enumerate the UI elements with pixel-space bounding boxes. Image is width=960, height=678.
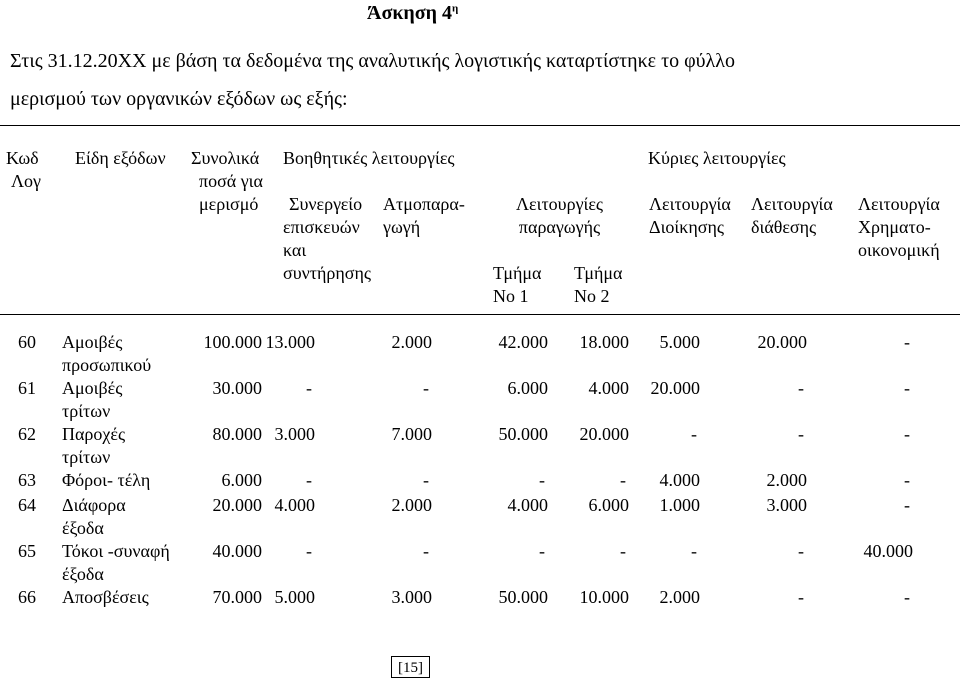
- header-distribution-line: Λειτουργία: [751, 194, 833, 214]
- amount-cell: 30.000: [212, 378, 262, 398]
- header-dept2-line: Τμήμα: [574, 263, 623, 283]
- expense-name: τρίτων: [62, 401, 111, 421]
- header-expense-types: Είδη εξόδων: [75, 148, 166, 168]
- amount-cell: -: [306, 541, 312, 561]
- expense-name: έξοδα: [62, 564, 104, 584]
- header-production-functions: [516, 193, 603, 239]
- amount-cell: -: [691, 424, 697, 444]
- header-financial: [858, 193, 940, 262]
- account-code: 60: [18, 332, 36, 352]
- header-financial-line: Χρηματο-: [858, 217, 931, 237]
- amount-cell: 4.000: [659, 470, 700, 490]
- amount-cell: -: [423, 378, 429, 398]
- header-total-line: Συνολικά: [191, 148, 260, 168]
- header-total-line: μερισμό: [199, 194, 259, 214]
- expense-name: τρίτων: [62, 447, 111, 467]
- header-total-line: ποσά για: [199, 171, 263, 191]
- amount-cell: 7.000: [391, 424, 432, 444]
- amount-cell: 20.000: [212, 495, 262, 515]
- account-code: 63: [18, 470, 36, 490]
- header-steam-line: Ατμοπαρα-: [383, 194, 465, 214]
- amount-cell: 20.000: [650, 378, 700, 398]
- account-code: 62: [18, 424, 36, 444]
- table-top-rule: [0, 125, 960, 126]
- header-dept1-line: Νο 1: [493, 286, 529, 306]
- header-admin-line: Διοίκησης: [649, 217, 724, 237]
- intro-line-1: Στις 31.12.20ΧΧ με βάση τα δεδομένα της αναλυτικής λογιστικής καταρτίστηκε το φύλλο: [10, 50, 735, 72]
- header-repair-workshop: [283, 193, 371, 285]
- amount-cell: -: [904, 495, 910, 515]
- header-repair-line: συντήρησης: [283, 263, 372, 283]
- amount-cell: 13.000: [265, 332, 315, 352]
- amount-cell: 5.000: [659, 332, 700, 352]
- amount-cell: 20.000: [757, 332, 807, 352]
- expense-name: έξοδα: [62, 518, 104, 538]
- header-dept2-line: Νο 2: [574, 286, 610, 306]
- header-auxiliary-functions: Βοηθητικές λειτουργίες: [283, 148, 455, 168]
- expense-name: Διάφορα: [62, 495, 126, 515]
- amount-cell: 40.000: [863, 541, 913, 561]
- title-text: Άσκηση 4: [367, 2, 453, 24]
- header-distribution-line: διάθεσης: [751, 217, 817, 237]
- header-code-line: Κωδ: [6, 148, 39, 168]
- header-dept1-line: Τμήμα: [493, 263, 542, 283]
- amount-cell: 6.000: [221, 470, 262, 490]
- header-distribution: [751, 193, 833, 239]
- amount-cell: 2.000: [659, 587, 700, 607]
- amount-cell: -: [691, 541, 697, 561]
- amount-cell: 3.000: [391, 587, 432, 607]
- amount-cell: -: [904, 424, 910, 444]
- amount-cell: 5.000: [274, 587, 315, 607]
- amount-cell: 42.000: [498, 332, 548, 352]
- exercise-title: [367, 2, 458, 25]
- amount-cell: 2.000: [391, 495, 432, 515]
- title-superscript: η: [452, 2, 459, 15]
- amount-cell: -: [423, 541, 429, 561]
- amount-cell: -: [798, 424, 804, 444]
- amount-cell: -: [539, 541, 545, 561]
- amount-cell: 3.000: [766, 495, 807, 515]
- header-production-line: παραγωγής: [518, 217, 601, 237]
- amount-cell: 20.000: [579, 424, 629, 444]
- expense-name: Παροχές: [62, 424, 126, 444]
- amount-cell: 10.000: [579, 587, 629, 607]
- amount-cell: 4.000: [507, 495, 548, 515]
- amount-cell: -: [620, 541, 626, 561]
- header-code: [6, 147, 41, 193]
- amount-cell: 50.000: [498, 424, 548, 444]
- amount-cell: -: [798, 587, 804, 607]
- amount-cell: -: [904, 470, 910, 490]
- header-code-line: Λογ: [11, 171, 42, 191]
- expense-name: προσωπικού: [62, 355, 152, 375]
- amount-cell: 70.000: [212, 587, 262, 607]
- table-header-rule: [0, 314, 960, 315]
- amount-cell: 4.000: [274, 495, 315, 515]
- expense-name: Αμοιβές: [62, 332, 123, 352]
- header-total-amounts: [191, 147, 263, 216]
- expense-name: Φόροι- τέλη: [62, 470, 151, 490]
- header-department-2: [574, 262, 622, 308]
- amount-cell: 6.000: [588, 495, 629, 515]
- amount-cell: 1.000: [659, 495, 700, 515]
- header-repair-line: και: [283, 240, 307, 260]
- amount-cell: 2.000: [766, 470, 807, 490]
- header-admin-line: Λειτουργία: [649, 194, 731, 214]
- header-financial-line: οικονομική: [858, 240, 940, 260]
- amount-cell: -: [798, 378, 804, 398]
- header-administration: [649, 193, 731, 239]
- account-code: 66: [18, 587, 36, 607]
- amount-cell: 18.000: [579, 332, 629, 352]
- header-financial-line: Λειτουργία: [858, 194, 940, 214]
- header-repair-line: επισκευών: [283, 217, 360, 237]
- account-code: 64: [18, 495, 36, 515]
- expense-name: Τόκοι -συναφή: [62, 541, 170, 561]
- amount-cell: 2.000: [391, 332, 432, 352]
- header-production-line: Λειτουργίες: [516, 194, 604, 214]
- account-code: 61: [18, 378, 36, 398]
- amount-cell: 80.000: [212, 424, 262, 444]
- expense-name: Αποσβέσεις: [62, 587, 149, 607]
- amount-cell: 40.000: [212, 541, 262, 561]
- amount-cell: 3.000: [274, 424, 315, 444]
- amount-cell: -: [904, 332, 910, 352]
- intro-line-2: μερισμού των οργανικών εξόδων ως εξής:: [10, 88, 348, 110]
- header-repair-line: Συνεργείο: [289, 194, 363, 214]
- account-code: 65: [18, 541, 36, 561]
- header-steam-line: γωγή: [383, 217, 421, 237]
- amount-cell: 50.000: [498, 587, 548, 607]
- amount-cell: -: [423, 470, 429, 490]
- page-number: [15]: [391, 656, 430, 678]
- header-department-1: [493, 262, 541, 308]
- amount-cell: -: [306, 378, 312, 398]
- amount-cell: 100.000: [203, 332, 262, 352]
- amount-cell: -: [904, 378, 910, 398]
- amount-cell: -: [620, 470, 626, 490]
- amount-cell: 4.000: [588, 378, 629, 398]
- amount-cell: -: [798, 541, 804, 561]
- amount-cell: 6.000: [507, 378, 548, 398]
- header-main-functions: Κύριες λειτουργίες: [648, 148, 786, 168]
- header-steam-production: [383, 193, 465, 239]
- amount-cell: -: [306, 470, 312, 490]
- amount-cell: -: [539, 470, 545, 490]
- expense-name: Αμοιβές: [62, 378, 123, 398]
- amount-cell: -: [904, 587, 910, 607]
